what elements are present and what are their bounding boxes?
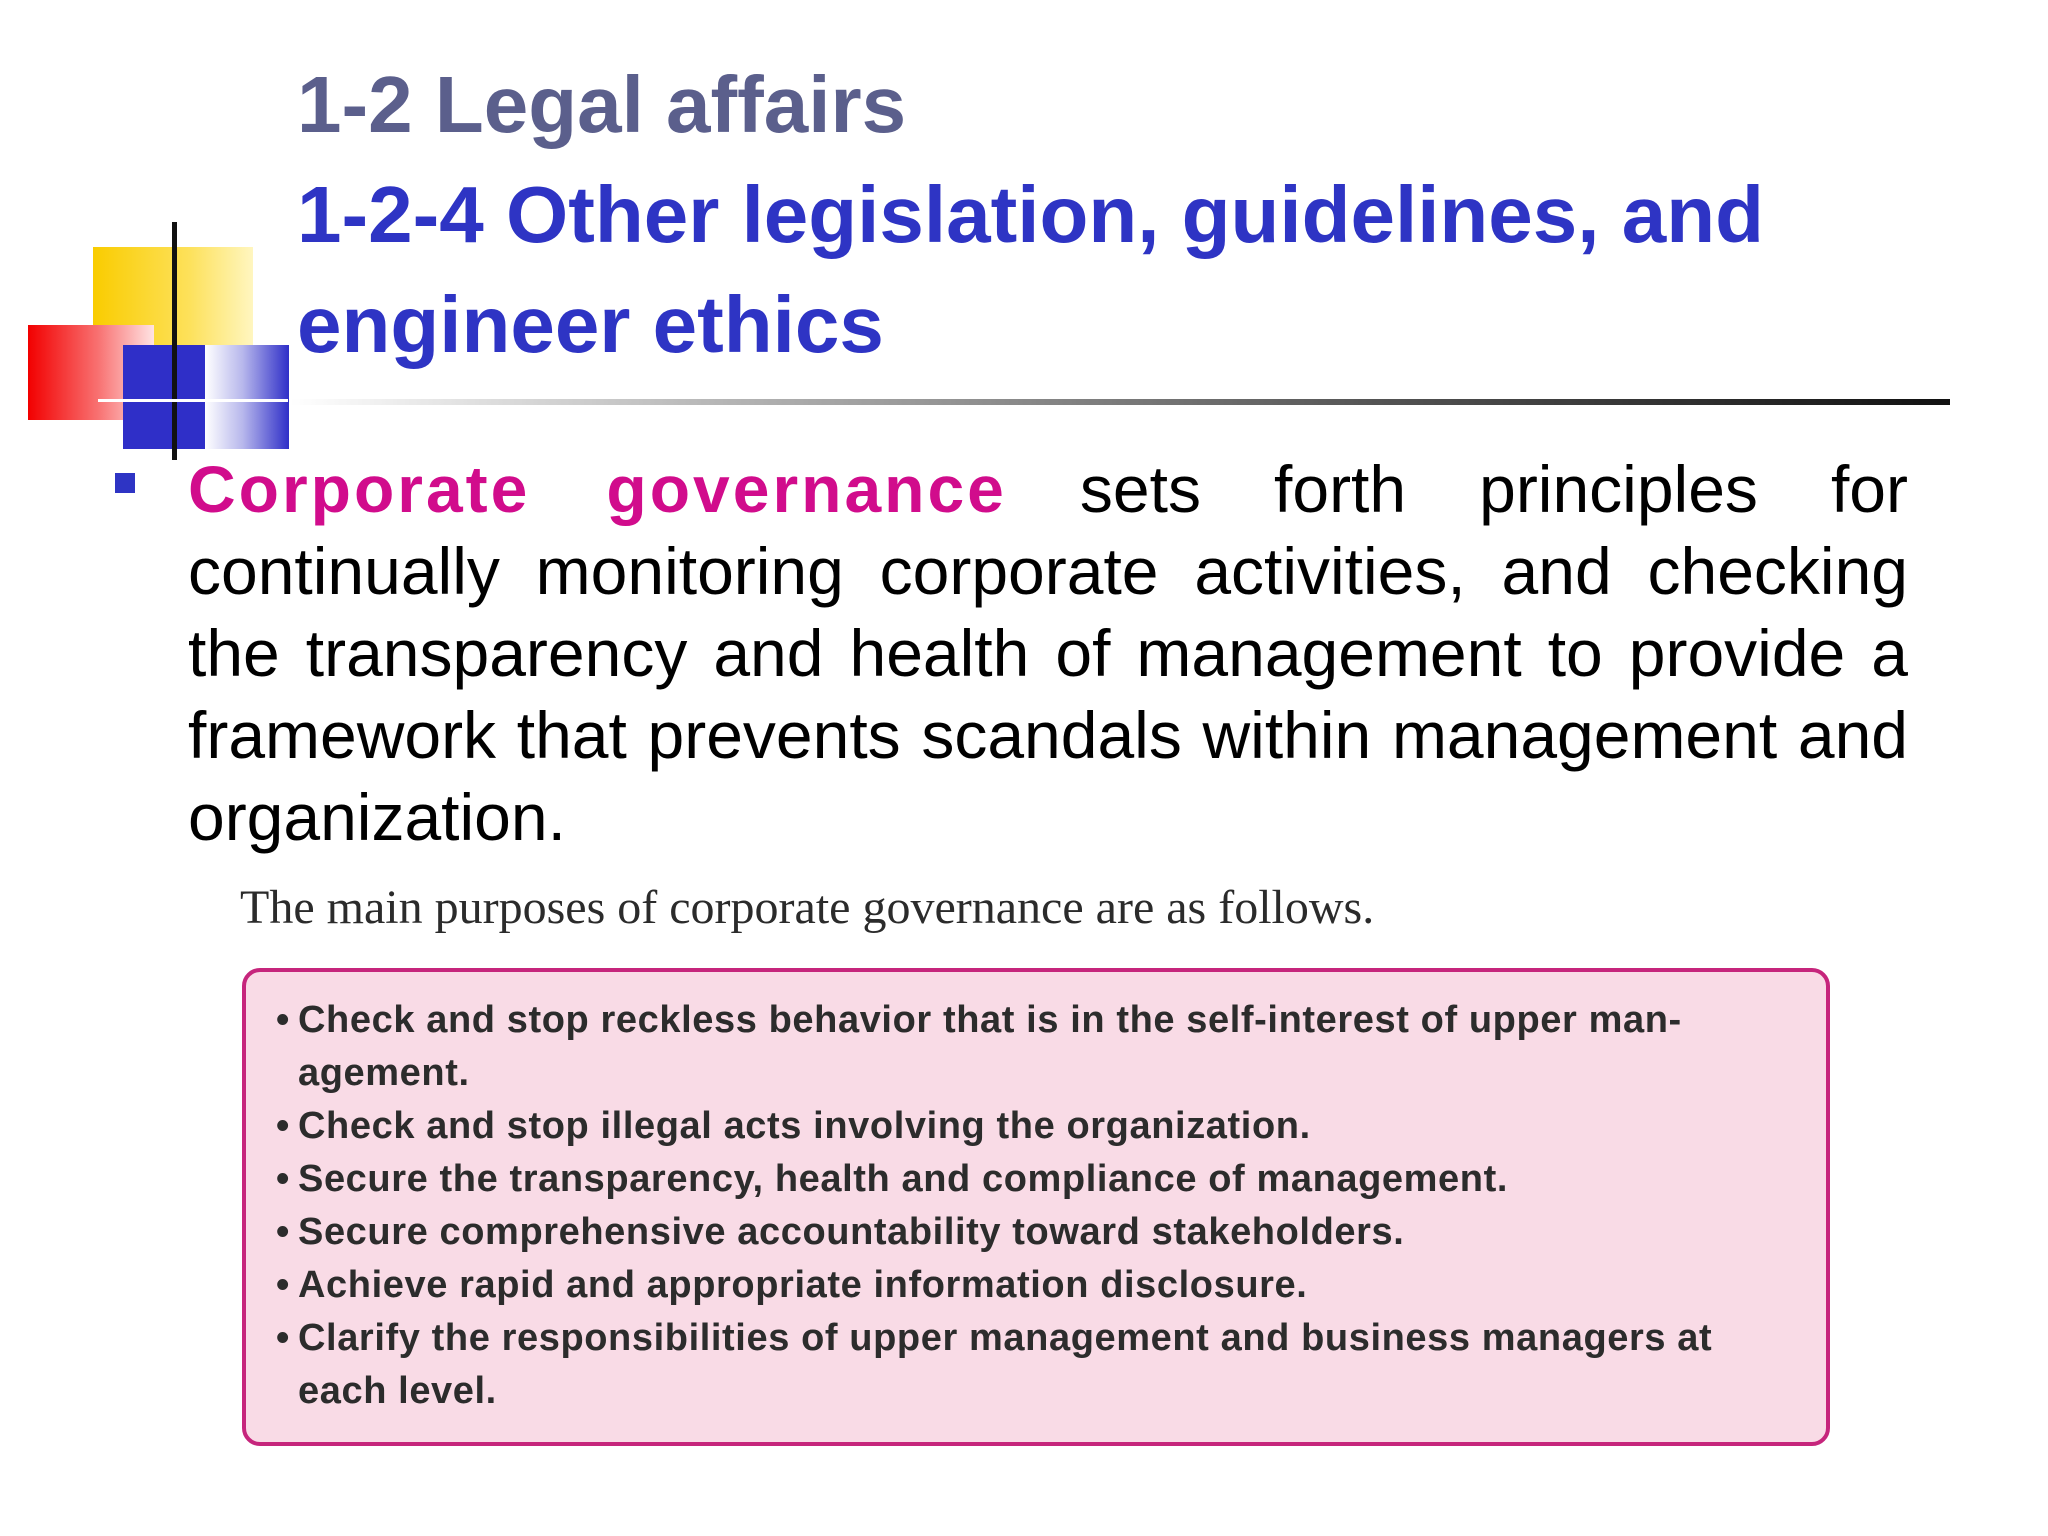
body-text: sets forth principles for continually monitoring corporate activities, and checking the transparency and health of management to provide a framework that prevents scandals within management and organization. [188,452,1908,854]
body-paragraph [188,448,1908,858]
slide-title [297,50,2017,380]
bullet-dot-icon: • [276,1211,290,1253]
purpose-text: Achieve rapid and appropriate information disclosure. [298,1264,1308,1306]
purpose-text: Secure comprehensive accountability toward stakeholders. [298,1211,1405,1253]
bullet-dot-icon: • [276,1158,290,1200]
bullet-dot-icon: • [276,1105,290,1147]
purposes-box [242,968,1830,1446]
decorative-vertical-line [172,222,177,460]
decorative-horizontal-line [98,399,288,402]
figure-caption: The main purposes of corporate governance are as follows. [240,881,1375,934]
bullet-dot-icon: • [276,1317,290,1359]
title-divider [290,399,1950,405]
purpose-item [276,1153,1796,1206]
highlight-term: Corporate governance [188,452,1007,526]
subsection-title: 1-2-4 Other legislation, guidelines, and engineer ethics [297,170,1764,369]
purpose-text: Check and stop reckless behavior that is in the self-interest of upper man-agement. [298,999,1682,1094]
bullet-dot-icon: • [276,1264,290,1306]
purpose-text: Check and stop illegal acts involving the organization. [298,1105,1311,1147]
decorative-blue-square [123,345,205,449]
purpose-item [276,994,1796,1100]
section-title: 1-2 Legal affairs [297,60,907,149]
bullet-dot-icon: • [276,999,290,1041]
purpose-item [276,1206,1796,1259]
purpose-text: Secure the transparency, health and compliance of management. [298,1158,1509,1200]
purpose-text: Clarify the responsibilities of upper management and business managers at each level. [298,1317,1713,1412]
purpose-item [276,1312,1796,1418]
purpose-item [276,1100,1796,1153]
decorative-blue-gradient-square [205,345,289,449]
bullet-square-icon [115,473,135,493]
purpose-item [276,1259,1796,1312]
